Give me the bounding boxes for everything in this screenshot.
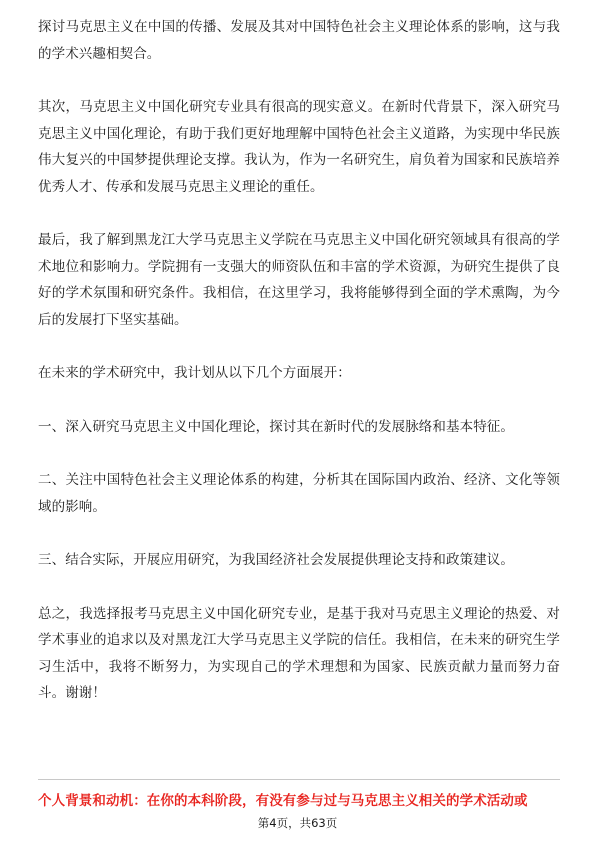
question-heading: 个人背景和动机：在你的本科阶段，有没有参与过与马克思主义相关的学术活动或 [38,793,528,809]
document-body [38,14,560,707]
plan-item-2: 二、关注中国特色社会主义理论体系的构建，分析其在国际国内政治、经济、文化等领域的影响。 [38,472,560,515]
paragraph-continuation: 探讨马克思主义在中国的传播、发展及其对中国特色社会主义理论体系的影响，这与我的学术兴趣相契合。 [38,19,560,62]
paragraph-secondly: 其次，马克思主义中国化研究专业具有很高的现实意义。在新时代背景下，深入研究马克思主义中国化理论，有助于我们更好地理解中国特色社会主义道路，为实现中华民族伟大复兴的中国梦提供理论支撑。我认为，作为一名研究生，肩负着为国家和民族培养优秀人才、传承和发展马克思主义理论的重任。 [38,99,560,195]
plan-item-3: 三、结合实际，开展应用研究，为我国经济社会发展提供理论支持和政策建议。 [38,552,514,568]
paragraph-conclusion: 总之，我选择报考马克思主义中国化研究专业，是基于我对马克思主义理论的热爱、对学术事业的追求以及对黑龙江大学马克思主义学院的信任。我相信，在未来的研究生学习生活中，我将不断努力，为实现自己的学术理想和为国家、民族贡献力量而努力奋斗。谢谢！ [38,605,560,701]
page-number-footer: 第4页，共63页 [257,816,338,830]
paragraph-research-plan-intro: 在未来的学术研究中，我计划从以下几个方面展开： [38,365,351,381]
plan-item-1: 一、深入研究马克思主义中国化理论，探讨其在新时代的发展脉络和基本特征。 [38,418,514,435]
section-divider [38,779,560,780]
paragraph-finally: 最后，我了解到黑龙江大学马克思主义学院在马克思主义中国化研究领域具有很高的学术地位和影响力。学院拥有一支强大的师资队伍和丰富的学术资源，为研究生提供了良好的学术氛围和研究条件。我相信，在这里学习，我将能够得到全面的学术熏陶，为今后的发展打下坚实基础。 [38,232,560,328]
